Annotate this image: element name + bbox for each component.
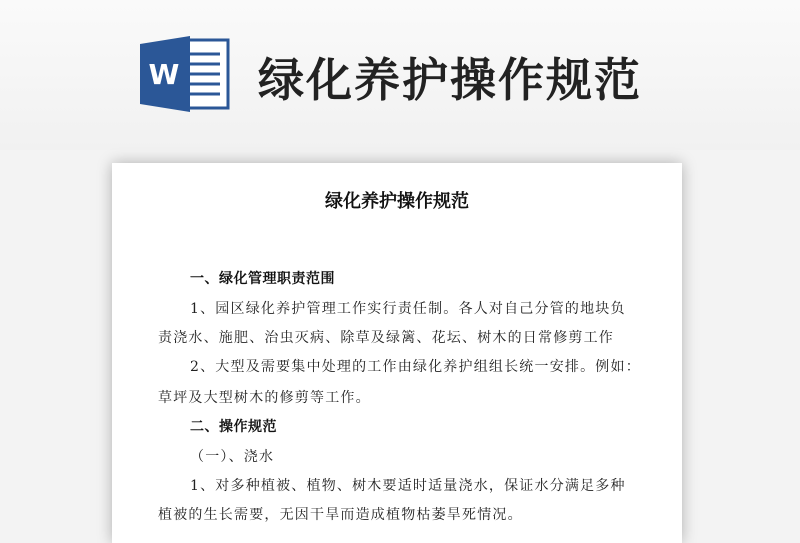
word-document-icon <box>140 34 232 114</box>
banner-title: 绿化养护操作规范 <box>258 53 642 107</box>
paragraph-line: 2、大型及需要集中处理的工作由绿化养护组组长统一安排。例如： <box>190 359 641 375</box>
word-logo-letter: W <box>148 58 180 91</box>
document-page <box>112 163 682 543</box>
paragraph-line: 植被的生长需要，无因干旱而造成植物枯萎旱死情况。 <box>158 507 523 523</box>
paragraph-line: 1、园区绿化养护管理工作实行责任制。各人对自己分管的地块负 <box>190 301 626 317</box>
section-heading-1: 一、绿化管理职责范围 <box>190 271 335 287</box>
paragraph-line: 责浇水、施肥、治虫灭病、除草及绿篱、花坛、树木的日常修剪工作 <box>158 330 614 346</box>
section-heading-2: 二、操作规范 <box>190 419 277 435</box>
document-title: 绿化养护操作规范 <box>325 191 469 212</box>
paragraph-line: 草坪及大型树木的修剪等工作。 <box>158 390 371 406</box>
banner <box>0 0 800 150</box>
paragraph-line: 1、对多种植被、植物、树木要适时适量浇水，保证水分满足多种 <box>190 478 626 494</box>
subsection-heading: （一）、浇水 <box>190 449 275 465</box>
